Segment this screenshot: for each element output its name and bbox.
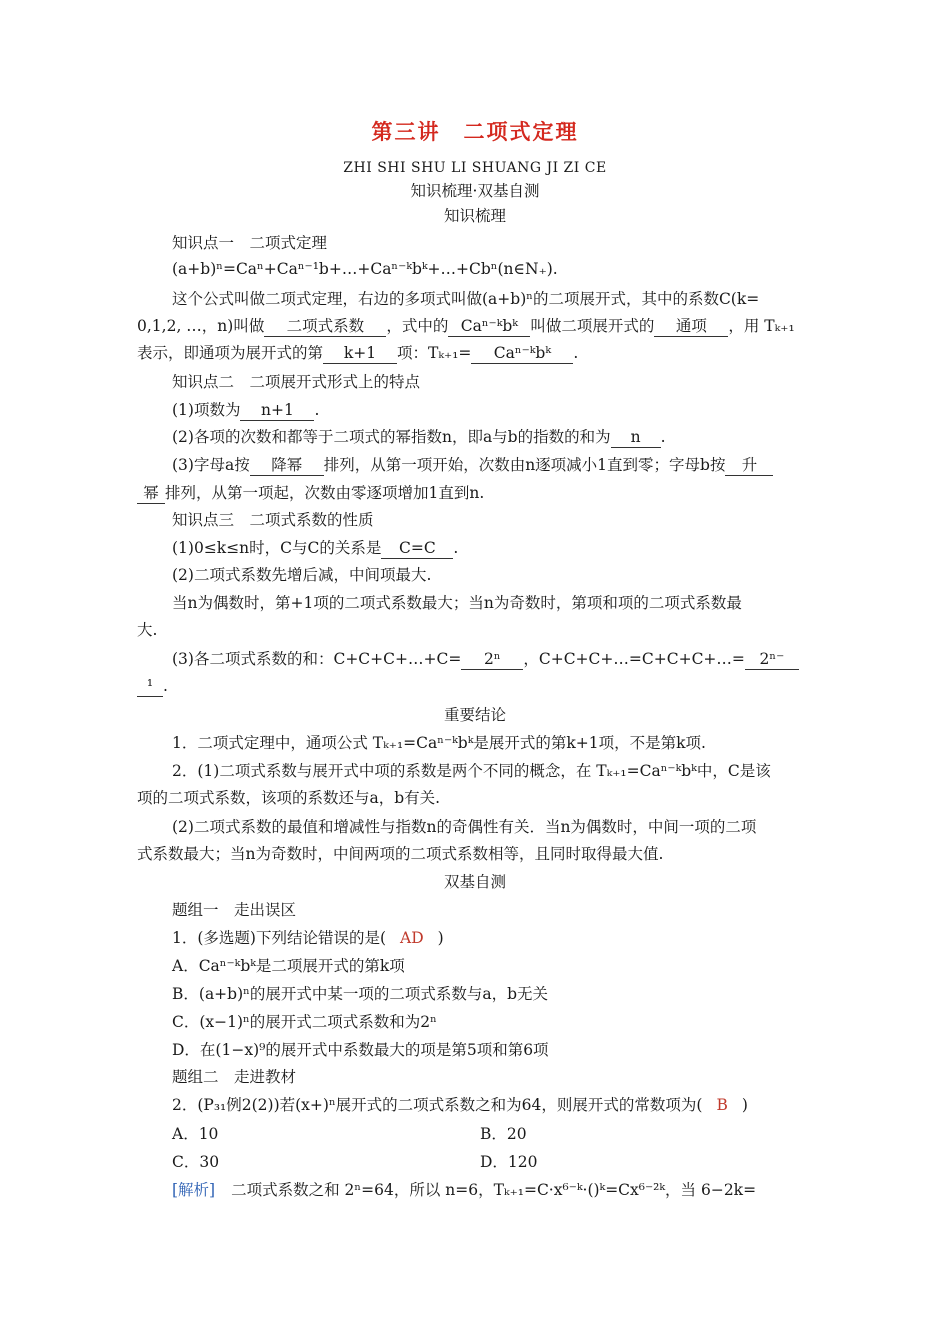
text: 项：Tₖ₊₁= xyxy=(397,344,472,362)
section-subtitle: 知识梳理·双基自测 xyxy=(410,182,540,200)
text: . xyxy=(453,539,459,557)
blank-answer: ¹ xyxy=(137,676,163,697)
text: 表示，即通项为展开式的第 xyxy=(137,344,324,362)
text: . xyxy=(314,401,320,419)
q2-option-c: C．30 xyxy=(172,1153,220,1171)
kp2-heading: 知识点二 二项展开式形式上的特点 xyxy=(172,373,421,391)
kp1-paragraph-line2 xyxy=(137,316,795,337)
blank-answer: 2ⁿ⁻ xyxy=(745,649,799,670)
kp3-item2-detail-continued: 大. xyxy=(137,621,158,639)
kp3-item1 xyxy=(172,538,458,559)
blank-answer: C=C xyxy=(381,538,453,559)
q1-option-c: C．(x−1)ⁿ的展开式二项式系数和为2ⁿ xyxy=(172,1013,437,1031)
text: 2．(P₃₁例2(2))若(x+)ⁿ展开式的二项式系数之和为64，则展开式的常数项为( xyxy=(172,1096,703,1114)
text: 排列，从第一项起，次数由零逐项增加1直到n. xyxy=(165,484,485,502)
question-2 xyxy=(172,1095,748,1115)
q1-option-d: D．在(1−x)⁹的展开式中系数最大的项是第5项和第6项 xyxy=(172,1041,549,1059)
answer-mark: AD xyxy=(400,929,424,947)
blank-answer: 幂 xyxy=(137,483,165,504)
conclusion-3-line1: (2)二项式系数的最值和增减性与指数n的奇偶性有关．当n为偶数时，中间一项的二项 xyxy=(172,818,757,836)
text: ，用 Tₖ₊₁ xyxy=(728,317,795,335)
text: ) xyxy=(741,1096,748,1114)
q2-option-d: D．120 xyxy=(480,1153,538,1171)
text: (2)各项的次数和都等于二项式的幂指数n，即a与b的指数的和为 xyxy=(172,428,611,446)
text: . xyxy=(660,428,666,446)
section-heading-zhishi: 知识梳理 xyxy=(443,207,506,225)
text: (1)项数为 xyxy=(172,401,241,419)
blank-answer: Caⁿ⁻ᵏbᵏ xyxy=(471,343,573,364)
q1-option-a: A．Caⁿ⁻ᵏbᵏ是二项展开式的第k项 xyxy=(172,957,405,975)
pinyin-subtitle: ZHI SHI SHU LI SHUANG JI ZI CE xyxy=(343,160,607,176)
kp1-paragraph-line3 xyxy=(137,343,578,364)
section-heading-selftest: 双基自测 xyxy=(443,873,506,891)
text: (3)字母a按 xyxy=(172,456,250,474)
group1-heading: 题组一 走出误区 xyxy=(172,901,297,919)
section-heading-conclusions: 重要结论 xyxy=(443,706,506,724)
q2-option-a: A．10 xyxy=(172,1125,219,1143)
text: 0,1,2, …，n)叫做 xyxy=(137,317,265,335)
text: ) xyxy=(437,929,444,947)
kp2-item3 xyxy=(172,455,773,476)
q2-option-b: B．20 xyxy=(480,1125,527,1143)
blank-answer: 通项 xyxy=(654,316,728,337)
group2-heading: 题组二 走进教材 xyxy=(172,1068,297,1086)
kp3-item3-continued xyxy=(137,676,168,697)
kp3-item2-detail: 当n为偶数时，第+1项的二项式系数最大；当n为奇数时，第项和项的二项式系数最 xyxy=(172,594,742,612)
question-1 xyxy=(172,928,444,948)
text: ，C+C+C+…=C+C+C+…= xyxy=(523,650,745,668)
solution-tag: [解析] xyxy=(172,1181,216,1199)
conclusion-2-line2: 项的二项式系数，该项的系数还与a，b有关. xyxy=(137,789,441,807)
text: 叫做二项展开式的 xyxy=(530,317,655,335)
kp2-item2 xyxy=(172,427,666,448)
text: (3)各二项式系数的和：C+C+C+…+C= xyxy=(172,650,462,668)
q2-solution xyxy=(172,1180,756,1200)
q1-option-b: B．(a+b)ⁿ的展开式中某一项的二项式系数与a，b无关 xyxy=(172,985,549,1003)
kp3-item3 xyxy=(172,649,799,670)
kp1-formula: (a+b)ⁿ=Caⁿ+Caⁿ⁻¹b+…+Caⁿ⁻ᵏbᵏ+…+Cbⁿ(n∈N₊). xyxy=(172,260,558,278)
text: . xyxy=(573,344,579,362)
blank-answer: 升 xyxy=(725,455,773,476)
page-title: 第三讲 二项式定理 xyxy=(371,119,579,144)
conclusion-3-line2: 式系数最大；当n为奇数时，中间两项的二项式系数相等，且同时取得最大值. xyxy=(137,845,664,863)
kp1-paragraph-line1: 这个公式叫做二项式定理，右边的多项式叫做(a+b)ⁿ的二项展开式，其中的系数C(k= xyxy=(172,290,760,308)
blank-answer: 2ⁿ xyxy=(461,649,523,670)
blank-answer: k+1 xyxy=(323,343,397,364)
text: 排列，从第一项开始，次数由n逐项减小1直到零；字母b按 xyxy=(323,456,726,474)
kp3-item2: (2)二项式系数先增后减，中间项最大. xyxy=(172,566,432,584)
blank-answer: 降幂 xyxy=(250,455,324,476)
text: ，式中的 xyxy=(386,317,449,335)
conclusion-2-line1: 2．(1)二项式系数与展开式中项的系数是两个不同的概念，在 Tₖ₊₁=Caⁿ⁻ᵏbᵏ中，C是该 xyxy=(172,762,771,780)
text: (1)0≤k≤n时，C与C的关系是 xyxy=(172,539,382,557)
text: . xyxy=(163,677,168,695)
conclusion-1: 1．二项式定理中，通项公式 Tₖ₊₁=Caⁿ⁻ᵏbᵏ是展开式的第k+1项，不是第k项. xyxy=(172,734,706,752)
blank-answer: n xyxy=(611,427,661,448)
kp2-item1 xyxy=(172,400,319,421)
kp3-heading: 知识点三 二项式系数的性质 xyxy=(172,511,374,529)
solution-text: 二项式系数之和 2ⁿ=64，所以 n=6，Tₖ₊₁=C·x⁶⁻ᵏ·()ᵏ=Cx⁶⁻²ᵏ，当 6−2k= xyxy=(231,1181,757,1199)
answer-mark: B xyxy=(716,1096,728,1114)
blank-answer: Caⁿ⁻ᵏbᵏ xyxy=(448,316,530,337)
blank-answer: n+1 xyxy=(240,400,314,421)
blank-answer: 二项式系数 xyxy=(264,316,386,337)
text: 1．(多选题)下列结论错误的是( xyxy=(172,929,387,947)
kp1-heading: 知识点一 二项式定理 xyxy=(172,234,328,252)
kp2-item3-continued xyxy=(137,483,484,504)
